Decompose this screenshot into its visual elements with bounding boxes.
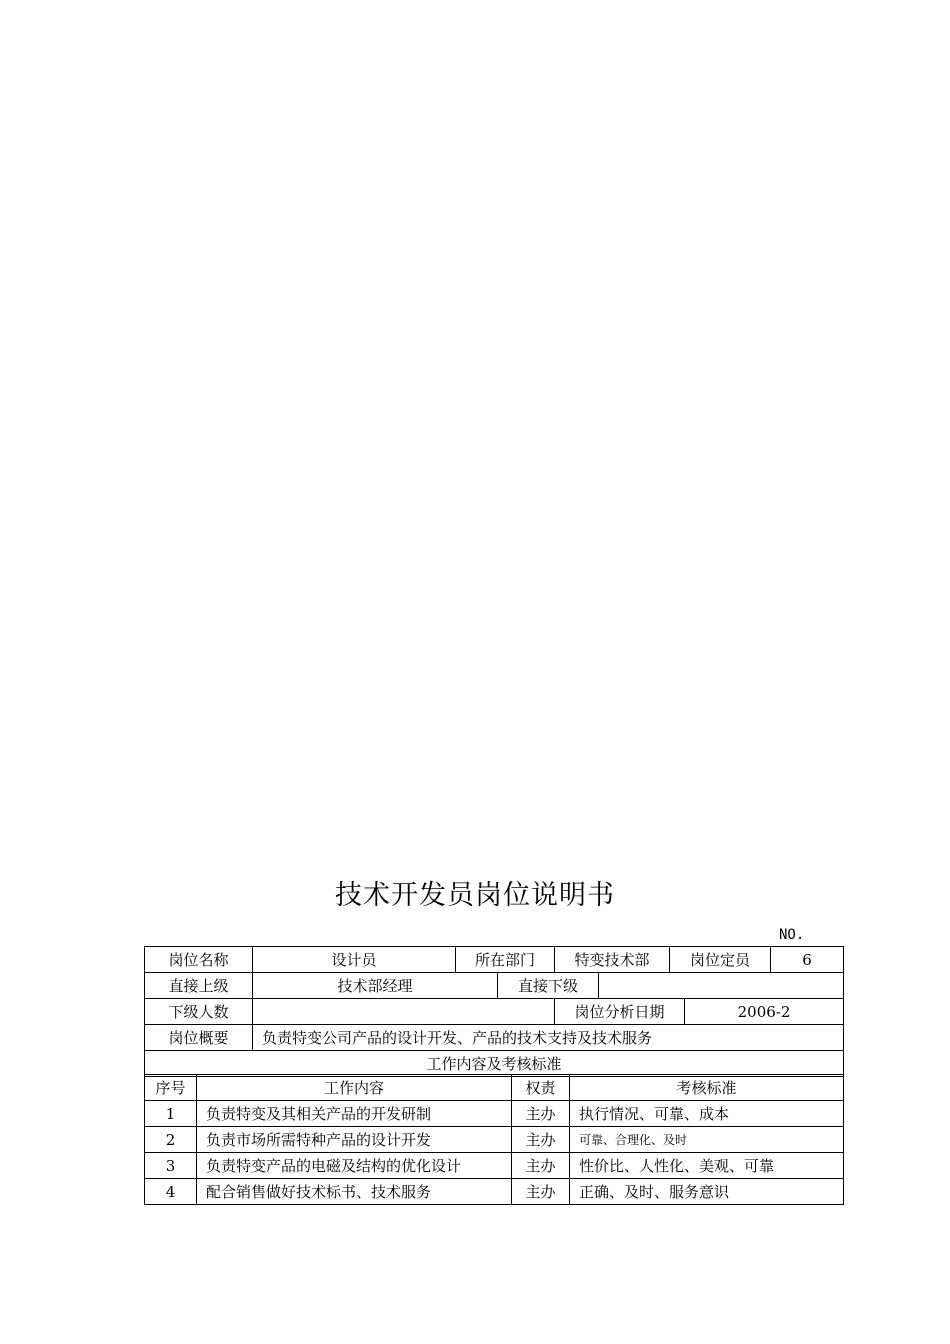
headcount-value: 6 (771, 947, 844, 973)
row-no: 1 (145, 1101, 197, 1127)
header-authority: 权责 (512, 1075, 570, 1101)
section-heading-row (145, 1051, 844, 1077)
row-content: 负责特变及其相关产品的开发研制 (197, 1101, 512, 1127)
subordinate-label: 直接下级 (498, 973, 599, 999)
position-info-table (144, 946, 844, 1077)
row-content: 配合销售做好技术标书、技术服务 (197, 1179, 512, 1205)
info-row-summary (145, 1025, 844, 1051)
table-row (145, 1153, 844, 1179)
row-no: 2 (145, 1127, 197, 1153)
row-standard: 正确、及时、服务意识 (570, 1179, 844, 1205)
duties-table (144, 1074, 844, 1205)
analysis-date-value: 2006-2 (685, 999, 844, 1025)
info-row-count (145, 999, 844, 1025)
row-content: 负责特变产品的电磁及结构的优化设计 (197, 1153, 512, 1179)
subordinate-count-label: 下级人数 (145, 999, 253, 1025)
header-no: 序号 (145, 1075, 197, 1101)
row-no: 3 (145, 1153, 197, 1179)
headcount-label: 岗位定员 (670, 947, 771, 973)
department-value: 特变技术部 (555, 947, 670, 973)
header-standard: 考核标准 (570, 1075, 844, 1101)
info-row-superior (145, 973, 844, 999)
row-authority: 主办 (512, 1153, 570, 1179)
subordinate-value (599, 973, 844, 999)
row-authority: 主办 (512, 1101, 570, 1127)
summary-value: 负责特变公司产品的设计开发、产品的技术支持及技术服务 (253, 1025, 844, 1051)
document-number-label: NO. (779, 927, 805, 943)
table-row (145, 1101, 844, 1127)
document-title: 技术开发员岗位说明书 (335, 880, 615, 911)
section-heading: 工作内容及考核标准 (145, 1051, 844, 1077)
superior-value: 技术部经理 (253, 973, 498, 999)
row-standard: 执行情况、可靠、成本 (570, 1101, 844, 1127)
row-content: 负责市场所需特种产品的设计开发 (197, 1127, 512, 1153)
department-label: 所在部门 (456, 947, 555, 973)
row-authority: 主办 (512, 1179, 570, 1205)
position-name-value: 设计员 (253, 947, 456, 973)
info-row-position (145, 947, 844, 973)
subordinate-count-value (253, 999, 555, 1025)
duties-header-row (145, 1075, 844, 1101)
superior-label: 直接上级 (145, 973, 253, 999)
summary-label: 岗位概要 (145, 1025, 253, 1051)
position-name-label: 岗位名称 (145, 947, 253, 973)
row-standard: 可靠、合理化、及时 (570, 1127, 844, 1153)
header-content: 工作内容 (197, 1075, 512, 1101)
table-row (145, 1179, 844, 1205)
analysis-date-label: 岗位分析日期 (555, 999, 685, 1025)
row-authority: 主办 (512, 1127, 570, 1153)
row-standard: 性价比、人性化、美观、可靠 (570, 1153, 844, 1179)
row-no: 4 (145, 1179, 197, 1205)
table-row (145, 1127, 844, 1153)
